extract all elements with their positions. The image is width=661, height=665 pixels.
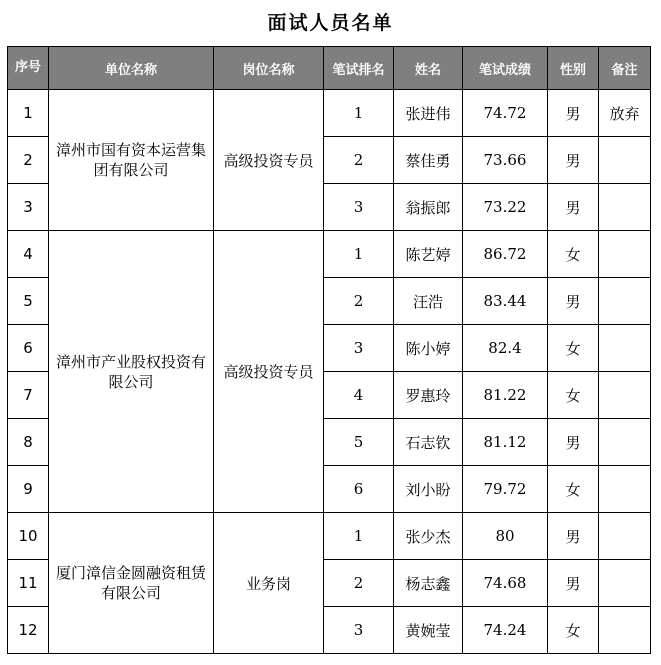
- score-cell: 81.22: [463, 372, 548, 419]
- note-cell: 放弃: [599, 90, 651, 137]
- name-cell: 陈小婷: [394, 325, 463, 372]
- rank-cell: 3: [324, 184, 394, 231]
- name-cell: 张少杰: [394, 513, 463, 560]
- score-cell: 81.12: [463, 419, 548, 466]
- rank-cell: 3: [324, 607, 394, 654]
- gender-cell: 男: [548, 419, 599, 466]
- seq-cell: 7: [8, 372, 49, 419]
- page-title: 面试人员名单: [267, 12, 394, 34]
- header-score: 笔试成绩: [463, 47, 548, 90]
- name-cell: 翁振郎: [394, 184, 463, 231]
- rank-cell: 4: [324, 372, 394, 419]
- header-note: 备注: [599, 47, 651, 90]
- seq-cell: 12: [8, 607, 49, 654]
- position-cell: 业务岗: [214, 513, 324, 654]
- rank-cell: 1: [324, 90, 394, 137]
- name-cell: 陈艺婷: [394, 231, 463, 278]
- header-seq: 序号: [8, 47, 49, 90]
- position-cell: 高级投资专员: [214, 90, 324, 231]
- name-cell: 杨志鑫: [394, 560, 463, 607]
- rank-cell: 1: [324, 513, 394, 560]
- note-cell: [599, 372, 651, 419]
- name-cell: 石志钦: [394, 419, 463, 466]
- gender-cell: 男: [548, 513, 599, 560]
- name-cell: 刘小盼: [394, 466, 463, 513]
- score-cell: 79.72: [463, 466, 548, 513]
- gender-cell: 女: [548, 607, 599, 654]
- score-cell: 80: [463, 513, 548, 560]
- score-cell: 82.4: [463, 325, 548, 372]
- score-cell: 73.22: [463, 184, 548, 231]
- unit-cell: 厦门漳信金圆融资租赁有限公司: [49, 513, 214, 654]
- note-cell: [599, 325, 651, 372]
- seq-cell: 8: [8, 419, 49, 466]
- seq-cell: 9: [8, 466, 49, 513]
- gender-cell: 女: [548, 372, 599, 419]
- header-unit: 单位名称: [49, 47, 214, 90]
- note-cell: [599, 466, 651, 513]
- gender-cell: 男: [548, 278, 599, 325]
- note-cell: [599, 137, 651, 184]
- rank-cell: 5: [324, 419, 394, 466]
- unit-cell: 漳州市产业股权投资有限公司: [49, 231, 214, 513]
- note-cell: [599, 560, 651, 607]
- note-cell: [599, 419, 651, 466]
- seq-cell: 4: [8, 231, 49, 278]
- gender-cell: 男: [548, 90, 599, 137]
- gender-cell: 男: [548, 560, 599, 607]
- rank-cell: 2: [324, 278, 394, 325]
- gender-cell: 女: [548, 325, 599, 372]
- rank-cell: 6: [324, 466, 394, 513]
- seq-cell: 5: [8, 278, 49, 325]
- gender-cell: 男: [548, 137, 599, 184]
- table-row: [8, 513, 651, 560]
- score-cell: 86.72: [463, 231, 548, 278]
- header-row: [8, 47, 651, 90]
- gender-cell: 女: [548, 231, 599, 278]
- note-cell: [599, 513, 651, 560]
- gender-cell: 男: [548, 184, 599, 231]
- table-row: [8, 231, 651, 278]
- name-cell: 汪浩: [394, 278, 463, 325]
- note-cell: [599, 278, 651, 325]
- rank-cell: 2: [324, 137, 394, 184]
- score-cell: 74.24: [463, 607, 548, 654]
- table-row: [8, 90, 651, 137]
- note-cell: [599, 184, 651, 231]
- position-cell: 高级投资专员: [214, 231, 324, 513]
- unit-cell: 漳州市国有资本运营集团有限公司: [49, 90, 214, 231]
- gender-cell: 女: [548, 466, 599, 513]
- name-cell: 黄婉莹: [394, 607, 463, 654]
- note-cell: [599, 607, 651, 654]
- seq-cell: 10: [8, 513, 49, 560]
- score-cell: 74.68: [463, 560, 548, 607]
- seq-cell: 3: [8, 184, 49, 231]
- interview-roster-table: [7, 46, 651, 654]
- note-cell: [599, 231, 651, 278]
- seq-cell: 1: [8, 90, 49, 137]
- header-rank: 笔试排名: [324, 47, 394, 90]
- score-cell: 83.44: [463, 278, 548, 325]
- rank-cell: 1: [324, 231, 394, 278]
- seq-cell: 11: [8, 560, 49, 607]
- rank-cell: 2: [324, 560, 394, 607]
- score-cell: 74.72: [463, 90, 548, 137]
- score-cell: 73.66: [463, 137, 548, 184]
- header-name: 姓名: [394, 47, 463, 90]
- seq-cell: 6: [8, 325, 49, 372]
- seq-cell: 2: [8, 137, 49, 184]
- rank-cell: 3: [324, 325, 394, 372]
- header-position: 岗位名称: [214, 47, 324, 90]
- name-cell: 张进伟: [394, 90, 463, 137]
- header-gender: 性别: [548, 47, 599, 90]
- name-cell: 罗惠玲: [394, 372, 463, 419]
- name-cell: 蔡佳勇: [394, 137, 463, 184]
